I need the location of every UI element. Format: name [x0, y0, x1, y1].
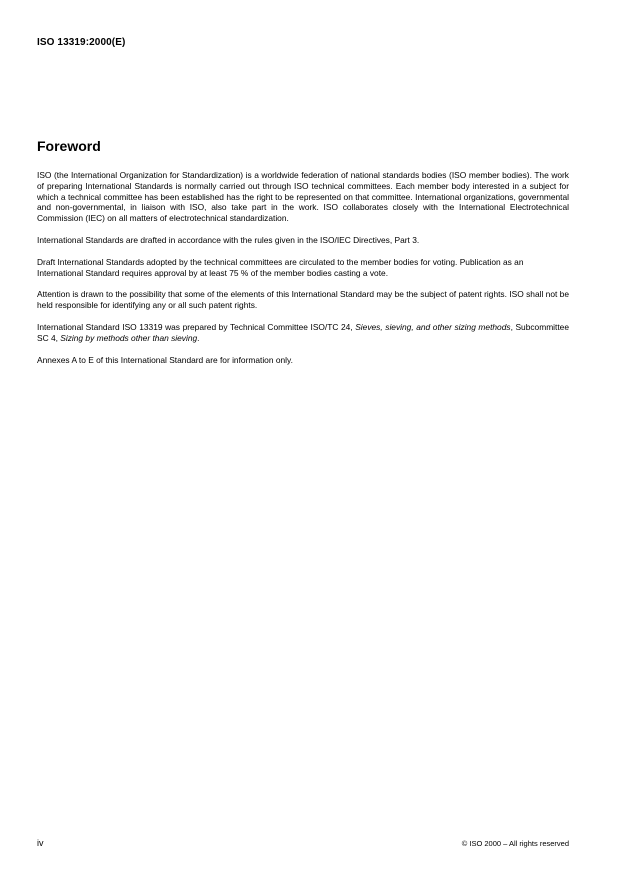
document-header: ISO 13319:2000(E): [37, 37, 126, 48]
foreword-body: [37, 170, 569, 376]
page-number: iv: [37, 838, 44, 848]
paragraph-patent-rights: Attention is drawn to the possibility that some of the elements of this International Standard may be the subject of patent rights. ISO shall not be held responsible for identifying any or all such patent rights.: [37, 289, 569, 311]
preparation-text-1: International Standard ISO 13319 was prepared by Technical Committee ISO/TC 24,: [37, 321, 356, 332]
paragraph-annexes: Annexes A to E of this International Standard are for information only.: [37, 354, 293, 365]
paragraph-iso-overview: ISO (the International Organization for Standardization) is a worldwide federation of national standards bodies (ISO member bodies). The work of preparing International Standards is normally carried out through ISO technical committees. Each member body interested in a subject for which a technical committee has been established has the right to be represented on that committee. International organizations, governmental and non-governmental, in liaison with ISO, also take part in the work. ISO collaborates closely with the International Electrotechnical Commission (IEC) on all matters of electrotechnical standardization.: [37, 170, 569, 224]
copyright-notice: © ISO 2000 – All rights reserved: [461, 839, 569, 848]
section-title: Foreword: [37, 138, 101, 154]
preparation-text-3: .: [197, 332, 200, 343]
preparation-text-2: , Subcommittee SC 4,: [37, 321, 569, 343]
paragraph-voting: Draft International Standards adopted by the technical committees are circulated to the member bodies for voting. Publication as an International Standard requires approval by at least 75 % of the member bodies casting a vote.: [37, 256, 524, 278]
paragraph-preparation: [37, 322, 569, 344]
paragraph-drafting-rules: International Standards are drafted in accordance with the rules given in the ISO/IEC Directives, Part 3.: [37, 234, 420, 245]
committee-name: Sieves, sieving, and other sizing methods: [355, 321, 511, 332]
subcommittee-name: Sizing by methods other than sieving: [60, 332, 198, 343]
